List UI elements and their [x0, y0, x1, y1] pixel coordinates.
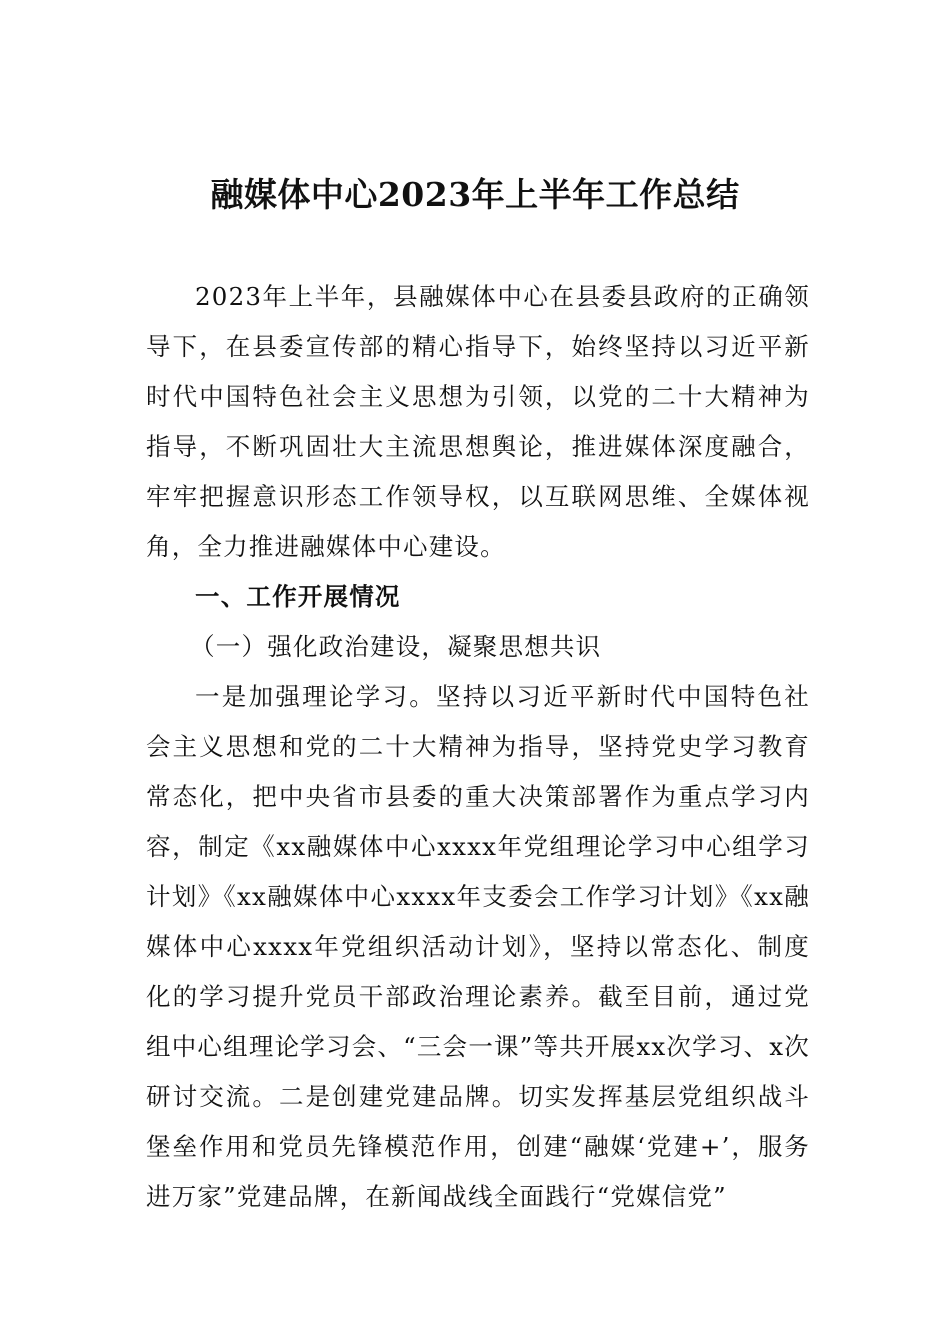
document-body [146, 272, 810, 1222]
subsection-heading-political-building: （一）强化政治建设，凝聚思想共识 [190, 632, 602, 661]
section-heading-work-progress: 一、工作开展情况 [195, 582, 401, 611]
document-title: 融媒体中心2023年上半年工作总结 [210, 175, 740, 214]
subsection-paragraph: 一是加强理论学习。坚持以习近平新时代中国特色社会主义思想和党的二十大精神为指导，坚持党史学习教育常态化，把中央省市县委的重大决策部署作为重点学习内容，制定《xx融媒体中心xxxx年党组理论学习中心组学习计划》《xx融媒体中心xxxx年支委会工作学习计划》《xx融媒体中心xxxx年党组织活动计划》，坚持以常态化、制度化的学习提升党员干部政治理论素养。截至目前，通过党组中心组理论学习会、“三会一课”等共开展xx次学习、x次研讨交流。二是创建党建品牌。切实发挥基层党组织战斗堡垒作用和党员先锋模范作用，创建“融媒‘党建+’，服务进万家”党建品牌，在新闻战线全面践行“党媒信党” [146, 682, 810, 1211]
intro-paragraph: 2023年上半年，县融媒体中心在县委县政府的正确领导下，在县委宣传部的精心指导下，始终坚持以习近平新时代中国特色社会主义思想为引领，以党的二十大精神为指导，不断巩固壮大主流思想舆论，推进媒体深度融合，牢牢把握意识形态工作领导权，以互联网思维、全媒体视角，全力推进融媒体中心建设。 [146, 282, 810, 561]
